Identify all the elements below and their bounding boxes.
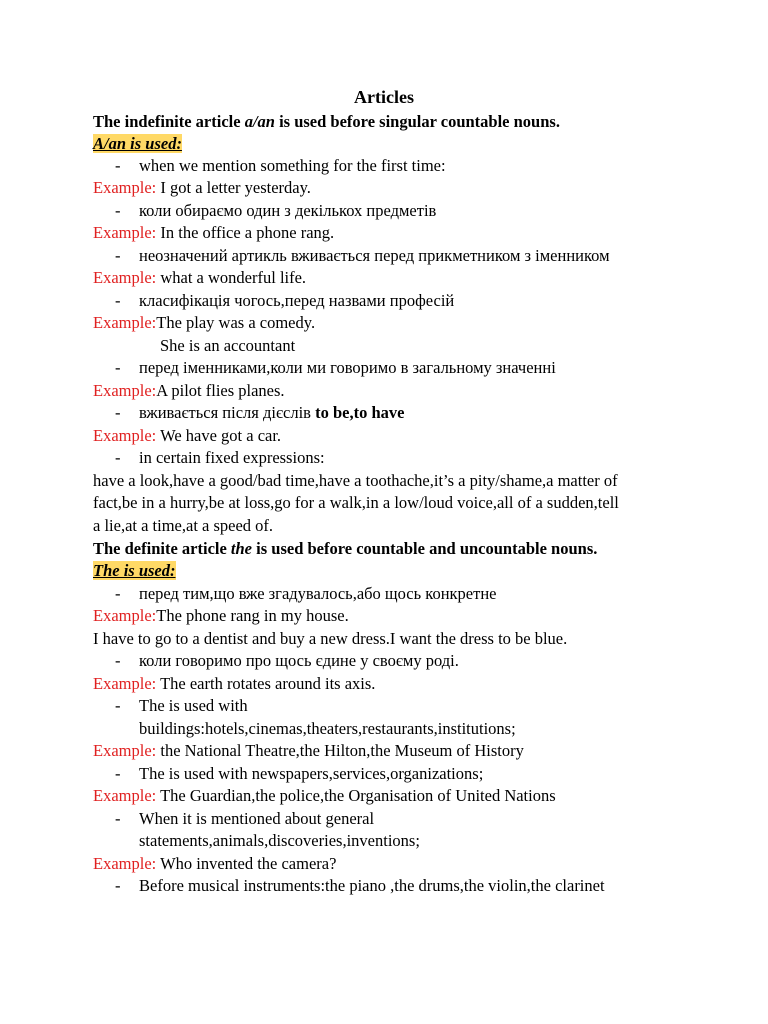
fixed-expressions-line: a lie,at a time,at a speed of. [93, 516, 274, 535]
example-line [93, 785, 678, 807]
bullet-text: in certain fixed expressions: [139, 448, 325, 467]
definite-heading [93, 538, 678, 560]
dash-marker: - [115, 696, 121, 715]
bullet-text: коли обираємо один з декількох предметів [139, 201, 437, 220]
subheading-row [93, 560, 678, 582]
example-label: Example: [93, 178, 161, 197]
example-line [93, 740, 678, 762]
bullet-item [115, 875, 678, 897]
indefinite-heading [93, 111, 678, 133]
dash-marker: - [115, 584, 121, 603]
subheading-row [93, 133, 678, 155]
bullet-item [115, 290, 678, 312]
heading-emphasis: a/an [244, 112, 275, 131]
dash-marker: - [115, 876, 121, 895]
example-label: Example: [93, 426, 161, 445]
example-text: The play was a comedy. [156, 313, 316, 332]
heading-text: is used before singular countable nouns. [274, 112, 560, 131]
definite-used-label: The is used: [93, 561, 176, 580]
example-text: I got a letter yesterday. [160, 178, 311, 197]
example-text: The phone rang in my house. [156, 606, 349, 625]
bullet-text: The is used with [139, 696, 248, 715]
bullet-text: класифікація чогось,перед назвами професій [139, 291, 455, 310]
dash-marker: - [115, 764, 121, 783]
example-text: Who invented the camera? [160, 854, 337, 873]
fixed-expressions-line: fact,be in a hurry,be at loss,go for a walk,in a low/loud voice,all of a sudden,tell [93, 493, 619, 512]
example-text: The Guardian,the police,the Organisation of United Nations [160, 786, 556, 805]
example-label: Example: [93, 268, 161, 287]
example-line [93, 380, 678, 402]
bullet-text: The is used with newspapers,services,organizations; [139, 764, 484, 783]
heading-text: The definite article [93, 539, 231, 558]
example-text: what a wonderful life. [160, 268, 307, 287]
dash-marker: - [115, 358, 121, 377]
example-label: Example: [93, 381, 157, 400]
dash-marker: - [115, 156, 121, 175]
indefinite-used-label: A/an is used: [93, 134, 182, 153]
bullet-bold-text: to be,to have [315, 403, 405, 422]
bullet-continuation: statements,animals,discoveries,inventions; [139, 831, 420, 850]
example-line [93, 177, 678, 199]
dash-marker: - [115, 291, 121, 310]
bullet-item [115, 650, 678, 672]
example-label: Example: [93, 313, 157, 332]
example-line [93, 673, 678, 695]
bullet-item [115, 200, 678, 222]
page-title: Articles [354, 87, 414, 107]
example-label: Example: [93, 223, 161, 242]
example-line [93, 605, 678, 627]
example-label: Example: [93, 674, 161, 693]
bullet-text: перед тим,що вже згадувалось,або щось конкретне [139, 584, 497, 603]
example-line [93, 425, 678, 447]
bullet-item [115, 357, 678, 379]
bullet-item [115, 245, 678, 267]
bullet-text: when we mention something for the first time: [139, 156, 446, 175]
example-line [93, 222, 678, 244]
example-continuation: She is an accountant [160, 336, 296, 355]
example-line [93, 267, 678, 289]
example-label: Example: [93, 786, 161, 805]
bullet-item [115, 155, 678, 177]
bullet-item [115, 695, 678, 717]
example-line [93, 312, 678, 334]
example-text: In the office a phone rang. [160, 223, 335, 242]
example-label: Example: [93, 606, 157, 625]
bullet-item [115, 808, 678, 830]
example-text: The earth rotates around its axis. [160, 674, 376, 693]
dash-marker: - [115, 651, 121, 670]
heading-text: The indefinite article [93, 112, 245, 131]
example-text: We have got a car. [160, 426, 282, 445]
dash-marker: - [115, 246, 121, 265]
bullet-item [115, 402, 678, 424]
example-text: the National Theatre,the Hilton,the Museum of History [160, 741, 524, 760]
dash-marker: - [115, 809, 121, 828]
bullet-text: Before musical instruments:the piano ,the drums,the violin,the clarinet [139, 876, 605, 895]
fixed-expressions-line: have a look,have a good/bad time,have a toothache,it’s a pity/shame,a matter of [93, 471, 618, 490]
example-text: A pilot flies planes. [156, 381, 285, 400]
heading-emphasis: the [230, 539, 253, 558]
example-label: Example: [93, 854, 161, 873]
bullet-item [115, 763, 678, 785]
example-line [93, 853, 678, 875]
bullet-item [115, 583, 678, 605]
bullet-item [115, 447, 678, 469]
plain-line: I have to go to a dentist and buy a new dress.I want the dress to be blue. [93, 629, 568, 648]
dash-marker: - [115, 201, 121, 220]
bullet-text: вживається після дієслів [139, 403, 316, 422]
dash-marker: - [115, 403, 121, 422]
bullet-text: коли говоримо про щось єдине у своєму роді. [139, 651, 459, 670]
example-label: Example: [93, 741, 161, 760]
bullet-continuation: buildings:hotels,cinemas,theaters,restaurants,institutions; [139, 719, 516, 738]
dash-marker: - [115, 448, 121, 467]
heading-text: is used before countable and uncountable nouns. [252, 539, 598, 558]
bullet-text: When it is mentioned about general [139, 809, 375, 828]
bullet-text: неозначений артикль вживається перед прикметником з іменником [139, 246, 610, 265]
bullet-text: перед іменниками,коли ми говоримо в загальному значенні [139, 358, 556, 377]
